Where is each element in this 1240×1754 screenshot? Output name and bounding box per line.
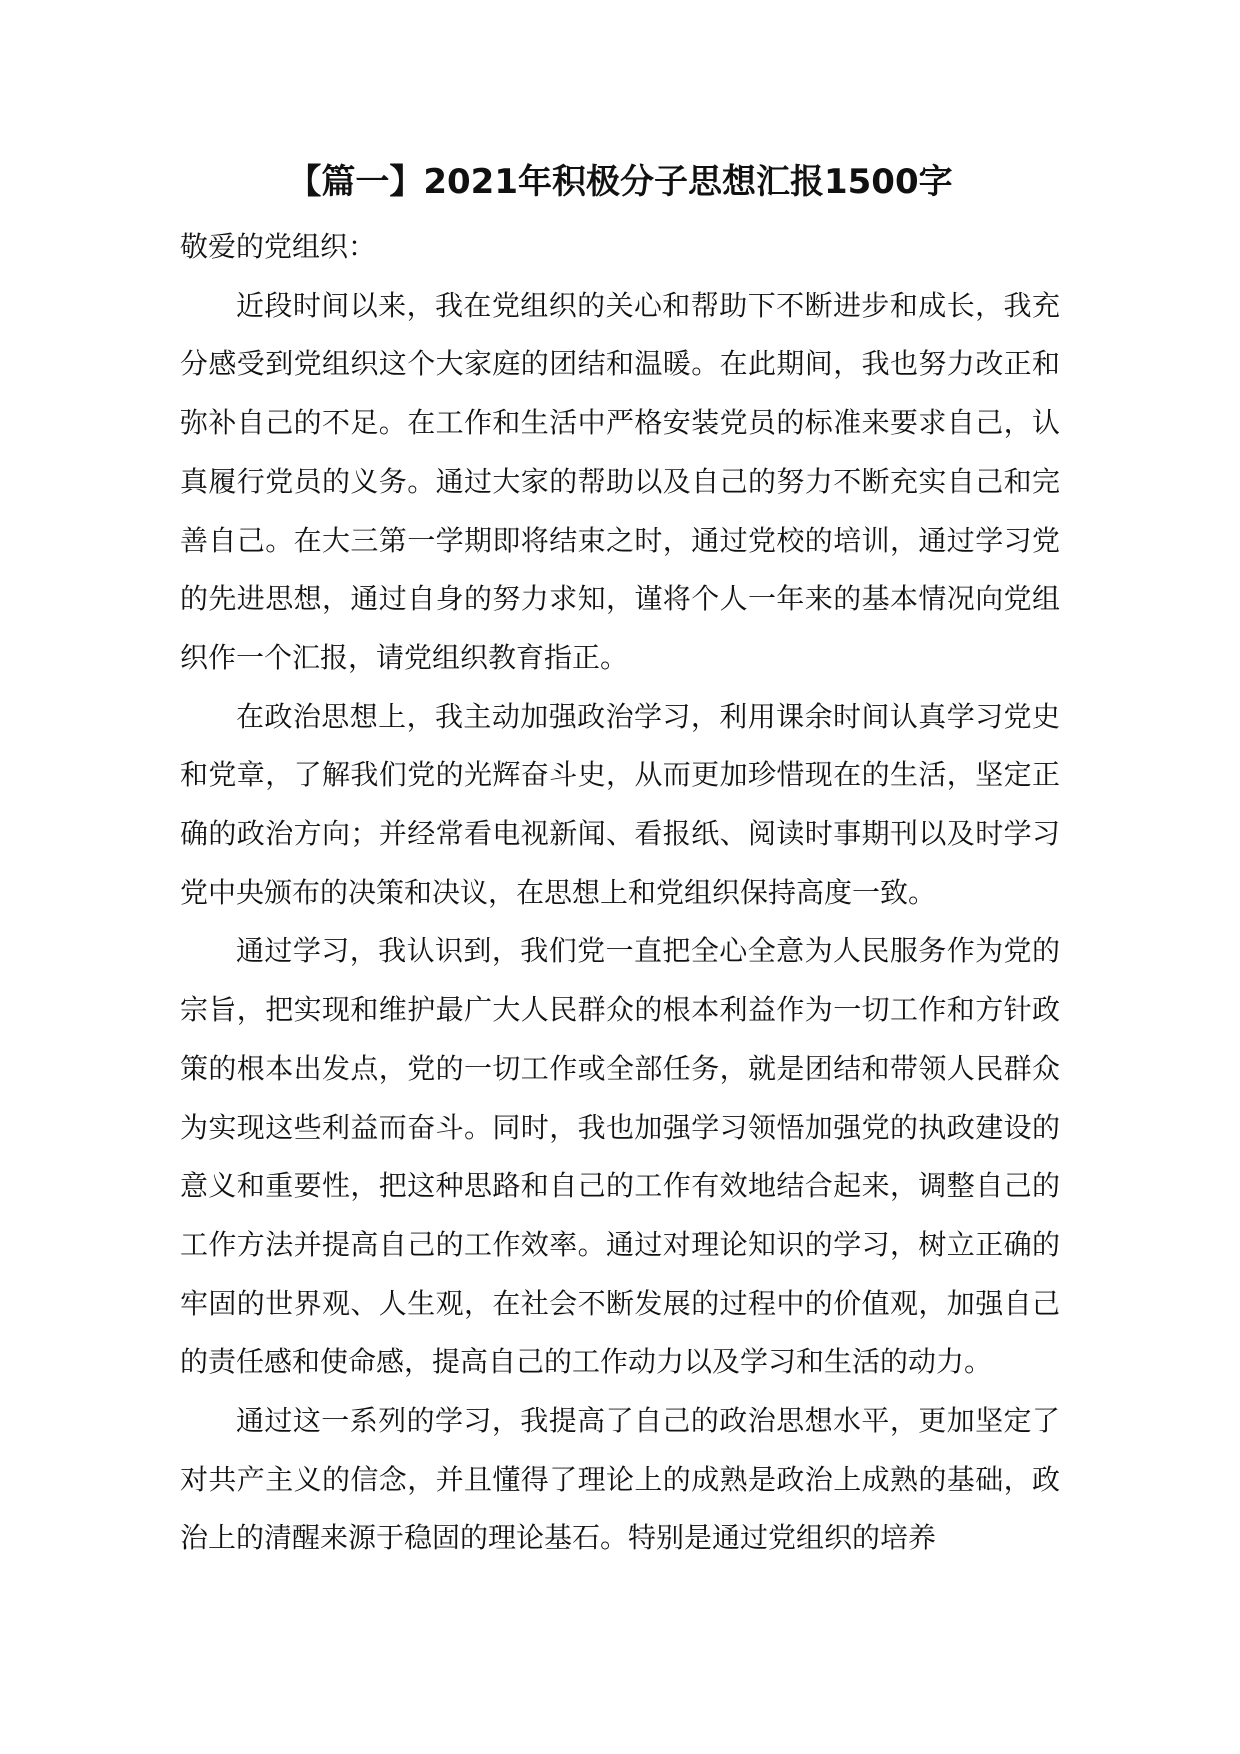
document-title: 【篇一】2021年积极分子思想汇报1500字	[287, 162, 953, 202]
paragraph-4: 通过这一系列的学习，我提高了自己的政治思想水平，更加坚定了对共产主义的信念，并且懂得了理论上的成熟是政治上成熟的基础，政治上的清醒来源于稳固的理论基石。特别是通过党组织的培养	[180, 1404, 1060, 1555]
paragraph-3: 通过学习，我认识到，我们党一直把全心全意为人民服务作为党的宗旨，把实现和维护最广大人民群众的根本利益作为一切工作和方针政策的根本出发点，党的一切工作或全部任务，就是团结和带领人民群众为实现这些利益而奋斗。同时，我也加强学习领悟加强党的执政建设的意义和重要性，把这种思路和自己的工作有效地结合起来，调整自己的工作方法并提高自己的工作效率。通过对理论知识的学习，树立正确的牢固的世界观、人生观，在社会不断发展的过程中的价值观，加强自己的责任感和使命感，提高自己的工作动力以及学习和生活的动力。	[180, 934, 1060, 1379]
paragraph-2: 在政治思想上，我主动加强政治学习，利用课余时间认真学习党史和党章，了解我们党的光辉奋斗史，从而更加珍惜现在的生活，坚定正确的政治方向；并经常看电视新闻、看报纸、阅读时事期刊以及时学习党中央颁布的决策和决议，在思想上和党组织保持高度一致。	[180, 699, 1060, 909]
document-body	[180, 218, 1060, 1568]
salutation: 敬爱的党组织：	[180, 230, 377, 263]
paragraph-1: 近段时间以来，我在党组织的关心和帮助下不断进步和成长，我充分感受到党组织这个大家庭的团结和温暖。在此期间，我也努力改正和弥补自己的不足。在工作和生活中严格安装党员的标准来要求自己，认真履行党员的义务。通过大家的帮助以及自己的努力不断充实自己和完善自己。在大三第一学期即将结束之时，通过党校的培训，通过学习党的先进思想，通过自身的努力求知，谨将个人一年来的基本情况向党组织作一个汇报，请党组织教育指正。	[180, 288, 1060, 674]
